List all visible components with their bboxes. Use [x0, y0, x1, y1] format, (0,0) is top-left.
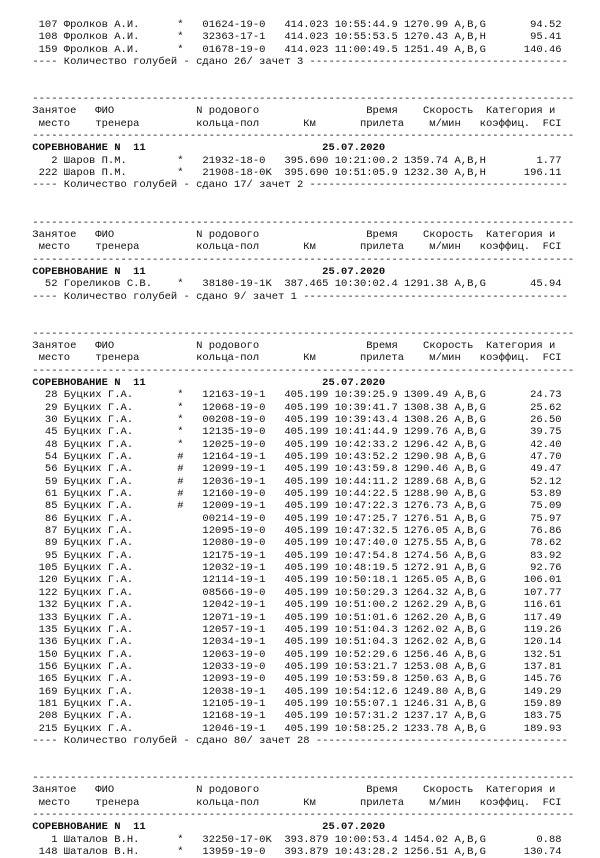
- result-row: 85 Буцких Г.А. # 12009-19-1 405.199 10:47:22.3 1276.73 A,B,G 75.09: [26, 500, 562, 513]
- result-row: 133 Буцких Г.А. 12071-19-1 405.199 10:51:01.6 1262.20 A,B,G 117.49: [26, 611, 562, 624]
- result-row: 52 Гореликов С.В. * 38180-19-1K 387.465 10:30:02.4 1291.38 A,B,G 45.94: [26, 278, 562, 291]
- pigeon-count-summary: ---- Количество голубей - сдано 9/ зачет 1 ------------------------------------------: [26, 290, 568, 303]
- separator-line: --------------------------------------------------------------------------------------: [26, 771, 575, 784]
- result-row: 150 Буцких Г.А. 12063-19-0 405.199 10:52:29.6 1256.46 A,B,G 132.51: [26, 648, 562, 661]
- pigeon-count-summary: ---- Количество голубей - сдано 80/ зачет 28 ----------------------------------------: [26, 734, 568, 747]
- competition-title: СОРЕВНОВАНИЕ N 11 25.07.2020: [26, 142, 386, 155]
- result-row: 165 Буцких Г.А. 12093-19-0 405.199 10:53:59.8 1250.63 A,B,G 145.76: [26, 673, 562, 686]
- result-row: 61 Буцких Г.А. # 12160-19-0 405.199 10:44:22.5 1288.90 A,B,G 53.89: [26, 488, 562, 501]
- column-header-row-1: Занятое ФИО N родового Время Скорость Категория и: [26, 105, 556, 118]
- result-row: 1 Шаталов В.Н. * 32250-17-0K 393.879 10:00:53.4 1454.02 A,B,G 0.88: [26, 833, 562, 846]
- result-row: 208 Буцких Г.А. 12168-19-1 405.199 10:57:31.2 1237.17 A,B,G 183.75: [26, 710, 562, 723]
- result-row: 169 Буцких Г.А. 12038-19-1 405.199 10:54:12.6 1249.80 A,B,G 149.29: [26, 685, 562, 698]
- pigeon-count-summary: ---- Количество голубей - сдано 17/ зачет 2 -----------------------------------------: [26, 179, 568, 192]
- result-row: 107 Фролков А.И. * 01624-19-0 414.023 10:55:44.9 1270.99 A,B,G 94.52: [26, 19, 562, 31]
- result-row: 181 Буцких Г.А. 12105-19-1 405.199 10:55:07.1 1246.31 A,B,G 159.89: [26, 697, 562, 710]
- results-report-page: [26, 19, 592, 858]
- result-row: 56 Буцких Г.А. # 12099-19-1 405.199 10:43:59.8 1290.46 A,B,G 49.47: [26, 463, 562, 476]
- result-row: 29 Буцких Г.А. * 12068-19-0 405.199 10:39:41.7 1308.38 A,B,G 25.62: [26, 401, 562, 414]
- result-row: 215 Буцких Г.А. 12046-19-1 405.199 10:58:25.2 1233.78 A,B,G 189.93: [26, 722, 562, 735]
- result-row: 2 Шаров П.М. * 21932-18-0 395.690 10:21:00.2 1359.74 A,B,H 1.77: [26, 154, 562, 167]
- separator-line: --------------------------------------------------------------------------------------: [26, 809, 575, 821]
- blank-line: [26, 204, 592, 216]
- result-row: 59 Буцких Г.А. # 12036-19-1 405.199 10:44:11.2 1289.68 A,B,G 52.12: [26, 475, 562, 488]
- competition-title: СОРЕВНОВАНИЕ N 11 25.07.2020: [26, 821, 386, 834]
- blank-line: [26, 747, 592, 759]
- result-row: 108 Фролков А.И. * 32363-17-1 414.023 10:55:53.5 1270.43 A,B,H 95.41: [26, 31, 562, 44]
- blank-line: [26, 68, 592, 80]
- column-header-row-2: место тренера кольца-пол Км прилета м/мин коэффиц. FCI: [26, 241, 562, 254]
- column-header-row-2: место тренера кольца-пол Км прилета м/мин коэффиц. FCI: [26, 796, 562, 809]
- result-row: 136 Буцких Г.А. 12034-19-1 405.199 10:51:04.3 1262.02 A,B,G 120.14: [26, 636, 562, 649]
- separator-line: --------------------------------------------------------------------------------------: [26, 253, 575, 266]
- column-header-row-2: место тренера кольца-пол Км прилета м/мин коэффиц. FCI: [26, 117, 562, 130]
- result-row: 95 Буцких Г.А. 12175-19-1 405.199 10:47:54.8 1274.56 A,B,G 83.92: [26, 549, 562, 562]
- separator-line: --------------------------------------------------------------------------------------: [26, 327, 575, 340]
- separator-line: --------------------------------------------------------------------------------------: [26, 93, 575, 106]
- pigeon-count-summary: ---- Количество голубей - сдано 26/ зачет 3 -----------------------------------------: [26, 56, 568, 69]
- result-row: 120 Буцких Г.А. 12114-19-1 405.199 10:50:18.1 1265.05 A,B,G 106.01: [26, 574, 562, 587]
- result-row: 86 Буцких Г.А. 00214-19-0 405.199 10:47:25.7 1276.51 A,B,G 75.97: [26, 512, 562, 525]
- result-row: 89 Буцких Г.А. 12080-19-0 405.199 10:47:40.0 1275.55 A,B,G 78.62: [26, 537, 562, 550]
- result-row: 122 Буцких Г.А. 08566-19-0 405.199 10:50:29.3 1264.32 A,B,G 107.77: [26, 586, 562, 599]
- result-row: 148 Шаталов В.Н. * 13959-19-0 393.879 10:43:28.2 1256.51 A,B,G 130.74: [26, 846, 562, 858]
- result-row: 87 Буцких Г.А. 12095-19-0 405.199 10:47:32.5 1276.05 A,B,G 76.86: [26, 525, 562, 538]
- result-row: 45 Буцких Г.А. * 12135-19-0 405.199 10:41:44.9 1299.76 A,B,G 39.75: [26, 426, 562, 439]
- separator-line: --------------------------------------------------------------------------------------: [26, 364, 575, 377]
- result-row: 30 Буцких Г.А. * 00208-19-0 405.199 10:39:43.4 1308.26 A,B,G 26.50: [26, 414, 562, 426]
- blank-line: [26, 303, 592, 315]
- blank-line: [26, 760, 592, 772]
- result-row: 54 Буцких Г.А. # 12164-19-1 405.199 10:43:52.2 1290.98 A,B,G 47.70: [26, 451, 562, 464]
- column-header-row-1: Занятое ФИО N родового Время Скорость Категория и: [26, 228, 556, 241]
- result-row: 135 Буцких Г.А. 12057-19-1 405.199 10:51:04.3 1262.02 A,B,G 119.26: [26, 623, 562, 636]
- column-header-row-1: Занятое ФИО N родового Время Скорость Категория и: [26, 339, 556, 352]
- result-row: 159 Фролков А.И. * 01678-19-0 414.023 11:00:49.5 1251.49 A,B,G 140.46: [26, 43, 562, 56]
- competition-title: СОРЕВНОВАНИЕ N 11 25.07.2020: [26, 376, 386, 389]
- competition-title: СОРЕВНОВАНИЕ N 11 25.07.2020: [26, 265, 386, 278]
- blank-line: [26, 81, 592, 93]
- result-row: 156 Буцких Г.А. 12033-19-0 405.199 10:53:21.7 1253.08 A,B,G 137.81: [26, 660, 562, 673]
- result-row: 132 Буцких Г.А. 12042-19-1 405.199 10:51:00.2 1262.29 A,B,G 116.61: [26, 599, 562, 612]
- column-header-row-1: Занятое ФИО N родового Время Скорость Категория и: [26, 784, 556, 797]
- result-row: 28 Буцких Г.А. * 12163-19-1 405.199 10:39:25.9 1309.49 A,B,G 24.73: [26, 389, 562, 402]
- column-header-row-2: место тренера кольца-пол Км прилета м/мин коэффиц. FCI: [26, 352, 562, 365]
- result-row: 48 Буцких Г.А. * 12025-19-0 405.199 10:42:33.2 1296.42 A,B,G 42.40: [26, 438, 562, 451]
- blank-line: [26, 315, 592, 327]
- separator-line: --------------------------------------------------------------------------------------: [26, 130, 575, 143]
- result-row: 105 Буцких Г.А. 12032-19-1 405.199 10:48:19.5 1272.91 A,B,G 92.76: [26, 562, 562, 575]
- separator-line: --------------------------------------------------------------------------------------: [26, 216, 575, 229]
- blank-line: [26, 192, 592, 204]
- result-row: 222 Шаров П.М. * 21908-18-0K 395.690 10:51:05.9 1232.30 A,B,H 196.11: [26, 167, 562, 180]
